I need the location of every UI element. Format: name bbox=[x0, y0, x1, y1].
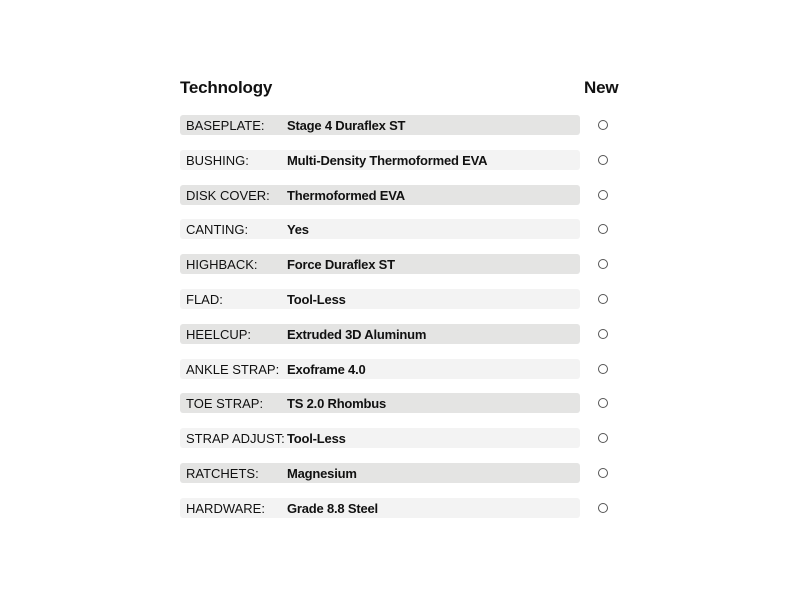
spec-rows bbox=[180, 115, 622, 533]
spec-row bbox=[180, 498, 622, 518]
spec-value: Thermoformed EVA bbox=[287, 187, 405, 203]
new-radio-button[interactable] bbox=[598, 398, 608, 408]
new-radio-button[interactable] bbox=[598, 224, 608, 234]
spec-label: BASEPLATE: bbox=[186, 118, 265, 133]
spec-row-background bbox=[180, 289, 580, 309]
spec-label: STRAP ADJUST: bbox=[186, 431, 285, 447]
spec-value: Magnesium bbox=[287, 465, 357, 481]
new-radio-button[interactable] bbox=[598, 155, 608, 165]
spec-row bbox=[180, 428, 622, 448]
spec-row bbox=[180, 115, 622, 135]
new-radio-button[interactable] bbox=[598, 294, 608, 304]
spec-label: CANTING: bbox=[186, 222, 249, 238]
spec-value: Grade 8.8 Steel bbox=[287, 500, 378, 516]
section-title: Technology bbox=[180, 78, 273, 97]
spec-value: Extruded 3D Aluminum bbox=[287, 326, 427, 342]
spec-row bbox=[180, 359, 622, 379]
spec-value: Tool-Less bbox=[287, 291, 346, 307]
spec-label: HIGHBACK: bbox=[186, 257, 258, 273]
new-radio-button[interactable] bbox=[598, 433, 608, 443]
spec-label: TOE STRAP: bbox=[186, 396, 264, 412]
new-radio-button[interactable] bbox=[598, 190, 608, 200]
spec-value: Stage 4 Duraflex ST bbox=[287, 118, 406, 133]
new-radio-button[interactable] bbox=[598, 503, 608, 513]
spec-label: FLAD: bbox=[186, 291, 223, 307]
new-radio-button[interactable] bbox=[598, 364, 608, 374]
spec-value: Yes bbox=[287, 222, 309, 238]
spec-value: TS 2.0 Rhombus bbox=[287, 396, 387, 412]
spec-value: Tool-Less bbox=[287, 431, 346, 447]
spec-value: Multi-Density Thermoformed EVA bbox=[287, 152, 488, 168]
spec-label: BUSHING: bbox=[186, 152, 249, 168]
new-radio-button[interactable] bbox=[598, 329, 608, 339]
spec-row bbox=[180, 219, 622, 239]
spec-table bbox=[180, 78, 622, 516]
spec-label: HARDWARE: bbox=[186, 500, 265, 516]
new-radio-button[interactable] bbox=[598, 120, 608, 130]
spec-label: DISK COVER: bbox=[186, 187, 270, 203]
spec-row bbox=[180, 185, 622, 205]
spec-row bbox=[180, 463, 622, 483]
spec-row bbox=[180, 150, 622, 170]
column-header-new: New bbox=[584, 78, 619, 97]
spec-table-header bbox=[180, 78, 622, 102]
spec-row bbox=[180, 393, 622, 413]
spec-value: Force Duraflex ST bbox=[287, 257, 395, 273]
spec-label: HEELCUP: bbox=[186, 326, 252, 342]
spec-label: RATCHETS: bbox=[186, 465, 259, 481]
spec-row bbox=[180, 254, 622, 274]
spec-row bbox=[180, 324, 622, 344]
new-radio-button[interactable] bbox=[598, 468, 608, 478]
spec-row bbox=[180, 289, 622, 309]
spec-value: Exoframe 4.0 bbox=[287, 361, 366, 377]
spec-label: ANKLE STRAP: bbox=[186, 361, 280, 377]
new-radio-button[interactable] bbox=[598, 259, 608, 269]
